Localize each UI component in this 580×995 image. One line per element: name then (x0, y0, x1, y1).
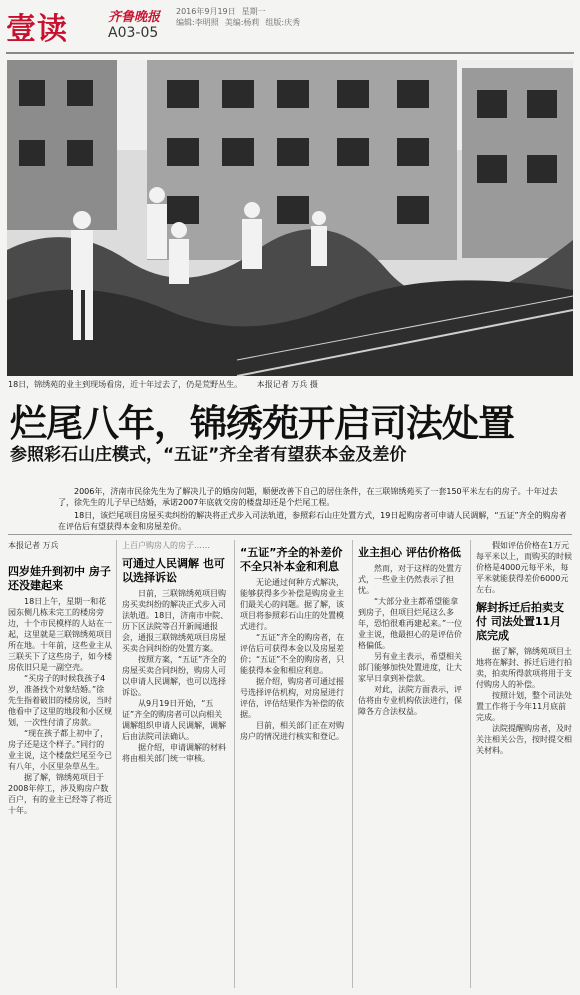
column-5-paragraph: 按照计划，整个司法处置工作将于今年11月底前完成。 (476, 691, 572, 722)
column-3-heading: “五证”齐全的补差价 不全只补本金和利息 (240, 546, 343, 573)
column-2-paragraph: 从9月19日开始，“五证”齐全的购房者可以向相关调解组织申请人民调解，调解后由法院司法确认。 (122, 699, 226, 741)
photo-caption (8, 379, 574, 390)
column-2-intro: 上百户购房人的房子…… (122, 541, 210, 550)
lead-paragraph (58, 486, 568, 534)
column-3-paragraph: 无论通过何种方式解决，能够获得多少补偿是购房业主们最关心的问题。据了解，该项目将参照彩石山庄的处置模式进行。 (240, 578, 344, 631)
column-2-paragraph: 据介绍，申请调解的材料将由相关部门统一审核。 (122, 743, 226, 763)
column-5-paragraph: 法院提醒购房者，及时关注相关公告，按时提交相关材料。 (476, 724, 572, 755)
caption-text: 18日，锦绣苑的业主到现场看房，近十年过去了，仍是荒野丛生。 (8, 380, 243, 389)
section-brand: 壹读 (6, 12, 68, 47)
article-column-5 (476, 540, 572, 988)
reporter-byline: 本报记者 万兵 (8, 541, 59, 550)
article-column-1 (8, 540, 112, 988)
headline: 烂尾八年，锦绣苑开启司法处置 (10, 401, 514, 445)
column-rule (352, 540, 353, 988)
section-divider (8, 534, 572, 535)
column-4-paragraph: 然而，对于这样的处置方式，一些业主仍然表示了担忧。 (358, 564, 462, 595)
column-rule (470, 540, 471, 988)
designer-credit: 美编:杨莉 (224, 18, 260, 27)
editor-credit: 编辑:李明照 (176, 18, 219, 27)
lead-paragraph-1: 2006年，济南市民徐先生为了解决儿子的婚房问题，顺便改善下自己的居住条件，在三联锦绣苑买了一套150平米左右的房子。十年过去了，徐先生的儿子早已结婚，承诺2007年底就交房的楼盘却还是个烂尾工程。 (58, 487, 558, 507)
subheadline: 参照彩石山庄模式，“五证”齐全者有望获本金及差价 (10, 445, 407, 465)
column-1-paragraph: “买房子的时候我孩子4岁，准备找个对象结婚。”徐先生指着破旧的楼房说，当时他看中了这里的地段和小区规划，一次性付清了房款。 (8, 674, 112, 727)
column-3-paragraph: 据介绍，购房者可通过摇号选择评估机构，对房屋进行评估，评估结果作为补偿的依据。 (240, 677, 344, 719)
column-3-paragraph: 目前，相关部门正在对购房户的情况进行核实和登记。 (240, 721, 344, 741)
column-4-paragraph: “大部分业主都希望能拿到房子，但项目烂尾这么多年，恐怕很难再建起来。”一位业主说，他最担心的是评估价格偏低。 (358, 597, 463, 650)
column-2-paragraph: 按照方案，“五证”齐全的房屋买卖合同纠纷，购房人可以申请人民调解，也可以选择诉讼。 (122, 655, 227, 697)
photo-credit: 本报记者 万兵 摄 (256, 380, 318, 389)
column-5-heading: 解封拆迁后拍卖支付 司法处置11月底完成 (476, 601, 564, 642)
article-column-4 (358, 540, 466, 988)
issue-weekday: 星期一 (241, 7, 266, 16)
masthead-rule (6, 52, 574, 54)
issue-date: 2016年9月19日 (176, 7, 236, 16)
news-photo (7, 60, 573, 376)
column-5-paragraph: 假如评估价格在1万元每平米以上，而购买的时候价格是4000元每平米，每平米就能获得差价6000元左右。 (476, 541, 572, 594)
column-1-paragraph: “现在孩子都上初中了，房子还是这个样子。”同行的业主说，这个楼盘烂尾至今已有八年，小区里杂草丛生。 (8, 729, 112, 771)
column-1-paragraph: 18日上午，星期一和花园东侧几栋未完工的楼房旁边，十个市民模样的人站在一起，这里就是三联锦绣苑项目所在地。十年前，这些业主从三联买下了这些房子，如今楼房依旧只是一副空壳。 (8, 597, 112, 672)
column-2-heading: 可通过人民调解 也可以选择诉讼 (122, 557, 225, 584)
page-number: A03-05 (108, 25, 159, 41)
column-5-paragraph: 据了解，锦绣苑项目土地将在解封、拆迁后进行拍卖，拍卖所得款项将用于支付购房人的补偿。 (476, 647, 572, 689)
column-3-paragraph: “五证”齐全的购房者，在评估后可获得本金以及房屋差价；“五证”不全的购房者，只能获得本金和相应利息。 (240, 633, 345, 675)
column-2-paragraph: 日前，三联锦绣苑项目购房买卖纠纷的解决正式步入司法轨道。18日，济南市中院、历下区法院等召开新闻通报会，通报三联锦绣苑项目房屋买卖合同纠纷的处置方案。 (122, 589, 229, 653)
column-4-paragraph: 对此，法院方面表示，评估将由专业机构依法进行，保障各方合法权益。 (358, 685, 462, 716)
issue-meta (176, 6, 306, 28)
photo-illustration (7, 60, 573, 376)
column-4-heading: 业主担心 评估价格低 (358, 546, 461, 559)
article-column-3 (240, 540, 348, 988)
newspaper-name: 齐鲁晚报 (108, 10, 161, 25)
masthead (0, 0, 580, 58)
column-1-heading: 四岁娃升到初中 房子还没建起来 (8, 565, 111, 592)
lead-paragraph-2: 18日，该烂尾项目房屋买卖纠纷的解决将正式步入司法轨道，参照彩石山庄处置方式，19日起购房者可申请人民调解，“五证”齐全的购房者在评估后有望获得本金和房屋差价。 (58, 511, 567, 531)
proof-credit: 组版:庆秀 (265, 18, 301, 27)
column-rule (234, 540, 235, 988)
article-column-2 (122, 540, 230, 988)
column-4-paragraph: 另有业主表示，希望相关部门能够加快处置进度，让大家早日拿到补偿款。 (358, 652, 462, 683)
column-1-paragraph: 据了解，锦绣苑项目于2008年停工，涉及购房户数百户，有的业主已经等了将近十年。 (8, 773, 112, 815)
column-rule (116, 540, 117, 988)
